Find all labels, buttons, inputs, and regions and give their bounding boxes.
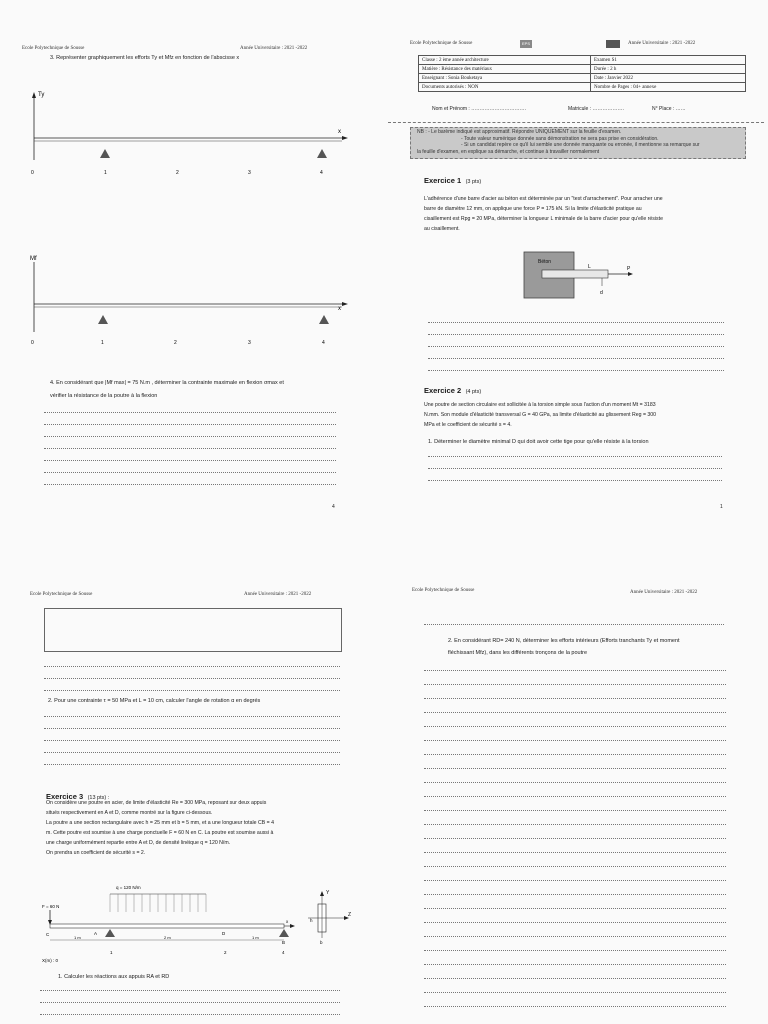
answer-line[interactable]	[44, 740, 340, 741]
answer-line[interactable]	[424, 908, 726, 909]
diagram2-y-label: Mf	[30, 256, 37, 262]
answer-line[interactable]	[44, 472, 336, 473]
svg-text:2: 2	[224, 950, 227, 955]
stamp-icon	[606, 40, 620, 48]
point-a-label: A	[94, 931, 98, 936]
school-header: Ecole Polytechnique de Sousse	[22, 46, 85, 51]
name-field[interactable]: Nom et Prénom : ……………………………	[432, 106, 527, 112]
svg-text:0: 0	[31, 340, 34, 346]
beton-label: Béton	[538, 259, 552, 265]
exercise-2-heading	[424, 380, 481, 398]
exam-page-1	[384, 0, 768, 512]
steel-bar	[542, 270, 608, 278]
answer-line[interactable]	[44, 716, 340, 717]
cross-section	[308, 890, 351, 945]
answer-line[interactable]	[424, 964, 726, 965]
place-field[interactable]: N° Place : ……	[652, 106, 686, 112]
answer-line[interactable]	[44, 752, 340, 753]
answer-line[interactable]	[428, 480, 722, 481]
beam-x-axis-label: x	[286, 919, 289, 924]
svg-text:3: 3	[248, 340, 251, 346]
support-a-icon	[98, 315, 108, 324]
svg-text:3: 3	[248, 170, 251, 176]
answer-line[interactable]	[424, 1006, 726, 1007]
answer-line[interactable]	[424, 726, 726, 727]
answer-line[interactable]	[44, 690, 340, 691]
year-header: Année Universitaire : 2021 -2022	[240, 46, 308, 51]
exercise-3-statement: On considère une poutre en acier, de limite d'élasticité Re = 300 MPa, reposant sur deux appuis situés respectivement en A et D, comme montré sur la figure ci-dessous. La poutre a une section rectangulaire avec h = 25 mm et b = 5 mm, et a une longueur totale CB = 4 m. Cette poutre est soumise à une charge ponctuelle F = 60 N en C. La poutre est soumise aussi à une charge uniformément repartie entre A et D, de densité linéique q = 120 N/m. On prendra un coefficient de sécurité s = 2.	[46, 800, 274, 856]
answer-line[interactable]	[428, 322, 724, 323]
exercise-1-heading	[424, 170, 481, 188]
answer-line[interactable]	[424, 880, 726, 881]
svg-text:1: 1	[101, 340, 104, 346]
exercise-3-question-2-line-1: 2. En considérant RD= 240 N, déterminer les efforts intérieurs (Efforts tranchants Ty et moment	[448, 638, 680, 644]
answer-line[interactable]	[424, 922, 726, 923]
answer-line[interactable]	[40, 990, 340, 991]
answer-line[interactable]	[424, 684, 726, 685]
table-row: Documents autorisés : NON Nombre de Pages : 04+ annexe	[419, 83, 746, 92]
answer-line[interactable]	[44, 728, 340, 729]
exam-page-2	[0, 512, 384, 1024]
question-4-line-1: 4. En considérant que |Mf max| = 75 N.m , déterminer la contrainte maximale en flexion σmax et	[50, 380, 284, 386]
beam	[50, 924, 284, 928]
length-l-label: L	[588, 264, 591, 270]
school-logo: EPS	[521, 41, 530, 46]
school-header: Ecole Polytechnique de Sousse	[30, 592, 93, 597]
exam-page-3	[384, 512, 768, 1024]
answer-line[interactable]	[424, 754, 726, 755]
x-origin-label: X(m) : 0	[42, 958, 59, 963]
answer-line[interactable]	[44, 764, 340, 765]
support-a-icon	[100, 149, 110, 158]
diagram1-x-label: x	[338, 129, 341, 135]
exercise-2-question-1: 1. Déterminer le diamètre minimal D qui doit avoir cette tige pour qu'elle résiste à la torsion	[428, 439, 649, 445]
diagram2-x-label: x	[338, 306, 341, 312]
answer-line[interactable]	[424, 852, 726, 853]
exercise-3-question-2-line-2: fléchissant Mfz), dans les différents tronçons de la poutre	[448, 650, 587, 656]
answer-line[interactable]	[428, 370, 724, 371]
school-header: Ecole Polytechnique de Sousse	[410, 41, 473, 46]
answer-line[interactable]	[424, 810, 726, 811]
shear-diagram	[20, 86, 360, 186]
answer-line[interactable]	[428, 456, 722, 457]
answer-line[interactable]	[424, 796, 726, 797]
moment-diagram	[20, 252, 360, 352]
support-a-icon	[105, 929, 115, 937]
answer-line[interactable]	[424, 670, 726, 671]
exercise-3-title: Exercice 3	[46, 792, 84, 801]
point-d-label: D	[222, 931, 226, 936]
cut-line	[388, 122, 764, 123]
answer-line[interactable]	[424, 712, 726, 713]
answer-line[interactable]	[424, 782, 726, 783]
question-4-line-2: vérifier la résistance de la poutre à la flexion	[50, 393, 158, 399]
svg-text:4: 4	[322, 340, 325, 346]
diameter-d-label: d	[600, 290, 603, 296]
answer-box[interactable]	[44, 608, 342, 652]
answer-line[interactable]	[424, 894, 726, 895]
force-f-label: F = 60 N	[42, 904, 60, 909]
svg-text:1: 1	[104, 170, 107, 176]
point-b-label: B	[282, 940, 286, 945]
diagram1-y-label: Ty	[38, 92, 45, 98]
answer-line[interactable]	[424, 992, 726, 993]
answer-line[interactable]	[428, 358, 724, 359]
question-3: 3. Représenter graphiquement les efforts Ty et Mfz en fonction de l'abscisse x	[50, 55, 240, 61]
answer-line[interactable]	[424, 866, 726, 867]
table-row: Enseignant : Sonia Bouketaya Date : Janvier 2022	[419, 74, 746, 83]
school-header: Ecole Polytechnique de Sousse	[412, 588, 475, 593]
exam-info-table	[418, 55, 746, 92]
section-y-label: Y	[326, 890, 330, 896]
beam-loading-figure	[40, 882, 370, 968]
section-h-label: h	[310, 918, 313, 923]
answer-line[interactable]	[424, 824, 726, 825]
section-z-label: Z	[348, 912, 352, 918]
page-number: 4	[332, 504, 335, 510]
answer-line[interactable]	[44, 412, 336, 413]
answer-line[interactable]	[428, 346, 724, 347]
answer-line[interactable]	[428, 468, 722, 469]
svg-text:4: 4	[320, 170, 323, 176]
svg-text:2: 2	[176, 170, 179, 176]
nb-notice: NB : - Le barème indiqué est approximatif. Répondre UNIQUEMENT sur la feuille d'examen. - Toute valeur numérique donnée sans démonstration ne sera pas prise en considération. - Si un candidat repère ce qu'il lui semble une donnée manquante ou erronée, il mentionne sa remarque sur la feuille d'examen, en explique sa démarche, et continue à travailler normalement	[410, 127, 746, 159]
exercise-3-points: (13 pts) :	[87, 795, 110, 801]
exercise-2-question-2: 2. Pour une contrainte τ = 50 MPa et L = 10 cm, calculer l'angle de rotation α en degrés	[48, 698, 261, 704]
answer-line[interactable]	[424, 768, 726, 769]
support-d-icon	[319, 315, 329, 324]
exercise-1-points: (3 pts)	[465, 179, 482, 185]
svg-text:1: 1	[110, 950, 113, 955]
exam-page-4	[0, 0, 384, 512]
answer-line[interactable]	[424, 950, 726, 951]
support-d-icon	[279, 929, 289, 937]
year-header: Année Universitaire : 2021 -2022	[244, 592, 312, 597]
dimension-3: 1 m	[252, 935, 259, 940]
answer-line[interactable]	[40, 1002, 340, 1003]
svg-text:0: 0	[31, 170, 34, 176]
distributed-load	[110, 894, 206, 912]
pullout-test-figure	[522, 250, 642, 302]
answer-line[interactable]	[424, 740, 726, 741]
dimension-2: 2 m	[164, 935, 171, 940]
support-d-icon	[317, 149, 327, 158]
answer-line[interactable]	[44, 666, 340, 667]
matricule-field[interactable]: Matricule : ……………….	[568, 106, 624, 112]
exercise-3-question-1: 1. Calculer les réactions aux appuis RA et RD	[58, 974, 170, 980]
exercise-2-title: Exercice 2	[424, 386, 462, 395]
answer-line[interactable]	[44, 678, 340, 679]
answer-line[interactable]	[424, 624, 724, 625]
answer-line[interactable]	[40, 1014, 340, 1015]
answer-line[interactable]	[44, 436, 336, 437]
section-b-label: b	[320, 940, 323, 945]
exercise-2-points: (4 pts)	[465, 389, 482, 395]
answer-line[interactable]	[424, 978, 726, 979]
answer-line[interactable]	[428, 334, 724, 335]
year-header: Année Universitaire : 2021 -2022	[628, 41, 696, 46]
point-c-label: C	[46, 932, 50, 937]
table-row: Matière : Résistance des matériaux Durée : 2 h	[419, 65, 746, 74]
table-row: Classe : 2 ème année architecture Examen S1	[419, 56, 746, 65]
svg-text:2: 2	[174, 340, 177, 346]
dimension-1: 1 m	[74, 935, 81, 940]
svg-text:4: 4	[282, 950, 285, 955]
answer-line[interactable]	[424, 838, 726, 839]
answer-line[interactable]	[424, 698, 726, 699]
exercise-1-title: Exercice 1	[424, 176, 462, 185]
force-p-label: P	[627, 266, 631, 272]
year-header: Année Universitaire : 2021 -2022	[630, 590, 698, 595]
answer-line[interactable]	[44, 424, 336, 425]
answer-line[interactable]	[44, 484, 336, 485]
page-number: 1	[720, 504, 723, 510]
answer-line[interactable]	[424, 936, 726, 937]
answer-line[interactable]	[44, 448, 336, 449]
exercise-2-statement: Une poutre de section circulaire est sollicitée à la torsion simple sous l'action d'un moment Mt = 3183 N.mm. Son module d'élasticité transversal G = 40 GPa, sa limite d'élasticité au glissement Reg = 300 MPa et le coefficient de sécurité s = 4.	[424, 402, 657, 428]
distributed-load-label: q = 120 N/m	[116, 885, 141, 890]
exercise-1-statement: L'adhérence d'une barre d'acier au béton est déterminée par un "test d'arrachement". Pour arracher une barre de diamètre 12 mm, on applique une force P = 175 kN. Si la limite d'élasticité pratique au cisaillement est Rpg = 20 MPa, déterminer la longueur L minimale de la barre d'acier pour qu'elle résiste au cisaillement.	[424, 196, 663, 232]
answer-line[interactable]	[44, 460, 336, 461]
